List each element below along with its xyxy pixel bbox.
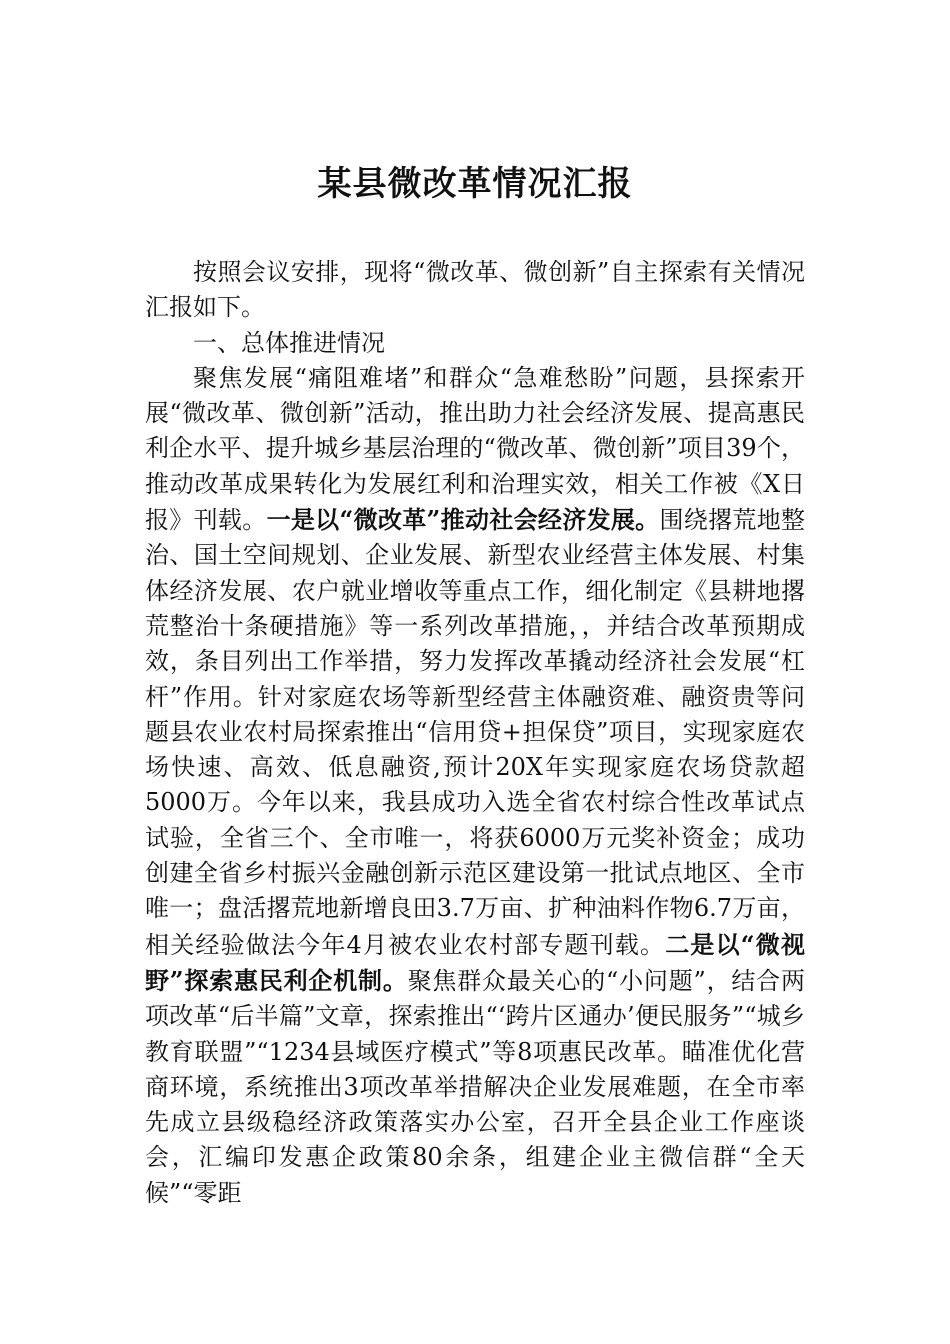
intro-paragraph: 按照会议安排，现将“微改革、微创新”自主探索有关情况汇报如下。 — [145, 258, 805, 322]
paragraph-text: 聚焦发展“痛阻难堵”和群众“急难愁盼”问题，县探索开展“微改革、微创新”活动，推出助力社会经济发展、提高惠民利企水平、提升城乡基层治理的“微改革、微创新”项目39个，推动改革成果转化为发展红利和治理实效，相关工作被《X日报》刊载。 — [145, 363, 805, 535]
document-page — [145, 0, 805, 1344]
document-body — [145, 255, 805, 1211]
bold-lead-2: 二是以“微视野”探索惠民利企机制。 — [145, 929, 805, 995]
section-paragraph — [145, 361, 805, 1211]
paragraph-text: 围绕撂荒地整治、国土空间规划、企业发展、新型农业经营主体发展、村集体经济发展、农户就业增收等重点工作，细化制定《县耕地撂荒整治十条硬措施》等一系列改革措施，，并结合改革预期成效，条目列出工作举措，努力发挥改革撬动经济社会发展“杠杆”作用。针对家庭农场等新型经营主体融资难、融资贵等问题县农业农村局探索推出“信用贷+担保贷”项目，实现家庭农场快速、高效、低息融资,预计20X年实现家庭农场贷款超5000万。今年以来，我县成功入选全省农村综合性改革试点试验，全省三个、全市唯一，将获6000万元奖补资金；成功创建全省乡村振兴金融创新示范区建设第一批试点地区、全市唯一；盘活撂荒地新增良田3.7万亩、扩种油料作物6.7万亩，相关经验做法今年4月被农业农村部专题刊载。 — [145, 506, 806, 959]
paragraph-text: 聚焦群众最关心的“小问题”，结合两项改革“后半篇”文章，探索推出“‘跨片区通办’便民服务”“城乡教育联盟”“1234县域医疗模式”等8项惠民改革。瞄准优化营商环境，系统推出3项改革举措解决企业发展难题，在全市率先成立县级稳经济政策落实办公室，召开全县企业工作座谈会，汇编印发惠企政策80余条，组建企业主微信群“全天候”“零距 — [145, 966, 805, 1207]
section-heading: 一、总体推进情况 — [193, 328, 385, 357]
document-title: 某县微改革情况汇报 — [317, 164, 633, 204]
bold-lead-1: 一是以“微改革”推动社会经济发展。 — [266, 505, 660, 535]
